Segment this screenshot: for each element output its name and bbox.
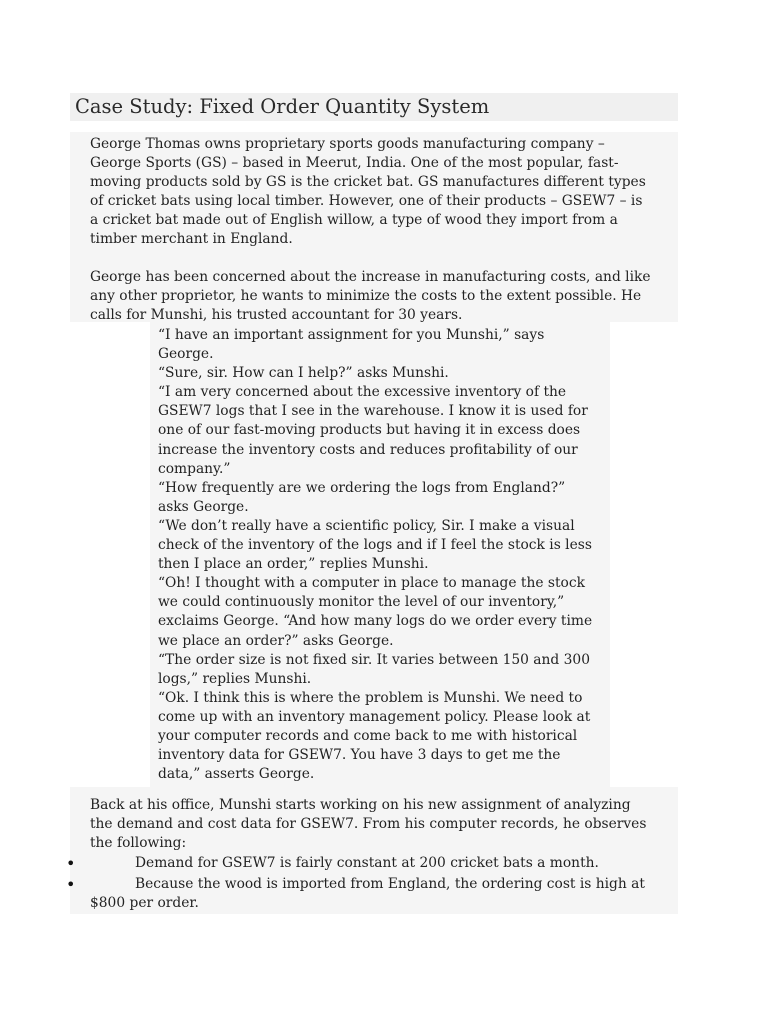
text-line: timber merchant in England. [90, 231, 293, 248]
bullet-marker: • [66, 854, 76, 873]
bullet-item-ordering-cost [135, 875, 645, 894]
dialogue-line: inventory data for GSEW7. You have 3 days to get me the [158, 747, 561, 764]
dialogue-line: “I am very concerned about the excessive inventory of the [158, 384, 567, 401]
dialogue-line: come up with an inventory management policy. Please look at [158, 708, 591, 725]
dialogue-line: exclaims George. “And how many logs do we order every time [158, 613, 593, 630]
dialogue-line: company.” [158, 460, 231, 477]
dialogue-line: data,” asserts George. [158, 766, 315, 783]
text-line: the following: [90, 835, 187, 852]
dialogue-line: increase the inventory costs and reduces profitability of our [158, 441, 578, 458]
dialogue-line: check of the inventory of the logs and if I feel the stock is less [158, 537, 592, 554]
dialogue-line: logs,” replies Munshi. [158, 670, 312, 687]
dialogue-line: we place an order?” asks George. [158, 632, 394, 649]
text-line: moving products sold by GS is the cricket bat. GS manufactures different types [90, 174, 646, 191]
dialogue-line: “Oh! I thought with a computer in place to manage the stock [158, 575, 585, 592]
dialogue-line: asks George. [158, 498, 249, 515]
text-line: calls for Munshi, his trusted accountant for 30 years. [90, 307, 463, 324]
text-line: the demand and cost data for GSEW7. From his computer records, he observes [90, 816, 647, 833]
text-line: of cricket bats using local timber. However, one of their products – GSEW7 – is [90, 193, 643, 210]
dialogue-line: your computer records and come back to me with historical [158, 727, 578, 744]
text-line: any other proprietor, he wants to minimize the costs to the extent possible. He [90, 288, 642, 305]
dialogue-line: George. [158, 346, 214, 363]
dialogue-line: one of our fast-moving products but having it in excess does [158, 422, 581, 439]
bullet-text: Because the wood is imported from England, the ordering cost is high at [135, 876, 645, 892]
text-line: Back at his office, Munshi starts working on his new assignment of analyzing [90, 797, 631, 813]
dialogue-line: GSEW7 logs that I see in the warehouse. I know it is used for [158, 403, 588, 420]
dialogue-line: “Ok. I think this is where the problem is Munshi. We need to [158, 689, 583, 706]
bullet-item-ordering-cost-continuation [90, 894, 199, 913]
bullet-text: Demand for GSEW7 is fairly constant at 200 cricket bats a month. [135, 855, 599, 871]
text-line: George Sports (GS) – based in Meerut, India. One of the most popular, fast- [90, 155, 619, 172]
paragraph-analysis [90, 796, 646, 853]
dialogue-line: we could continuously monitor the level of our inventory,” [158, 594, 565, 611]
dialogue-block [158, 326, 592, 784]
title-bar [70, 93, 678, 121]
bullet-marker: • [66, 875, 76, 894]
text-line: a cricket bat made out of English willow, a type of wood they import from a [90, 212, 618, 229]
paragraph-concern [90, 268, 651, 325]
page-title: Case Study: Fixed Order Quantity System [75, 95, 490, 118]
dialogue-line: “I have an important assignment for you Munshi,” says [158, 327, 545, 343]
dialogue-line: “The order size is not fixed sir. It varies between 150 and 300 [158, 651, 590, 668]
paragraph-intro [90, 135, 646, 250]
dialogue-line: “We don’t really have a scientific policy, Sir. I make a visual [158, 517, 575, 534]
text-line: George Thomas owns proprietary sports goods manufacturing company – [90, 136, 605, 152]
dialogue-line: “Sure, sir. How can I help?” asks Munshi. [158, 365, 449, 382]
dialogue-line: “How frequently are we ordering the logs from England?” [158, 479, 566, 496]
text-line: George has been concerned about the increase in manufacturing costs, and like [90, 269, 651, 285]
bullet-item-demand [135, 854, 599, 873]
dialogue-line: then I place an order,” replies Munshi. [158, 556, 429, 573]
bullet-text: $800 per order. [90, 895, 199, 911]
